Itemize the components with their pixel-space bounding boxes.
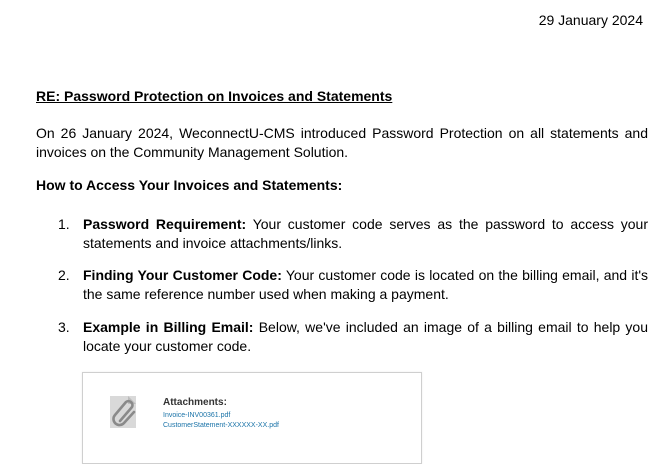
list-item-body: Your customer code serves as the password to access your statements and invoice attachments/links. [83, 216, 648, 251]
billing-email-attachments-example [82, 372, 422, 464]
list-item-number: 3. [58, 319, 70, 335]
attachments-title: Attachments: [163, 397, 227, 408]
attachment-link-statement[interactable]: CustomerStatement-XXXXXX-XX.pdf [163, 422, 279, 429]
letter-date: 29 January 2024 [538, 12, 643, 28]
list-item-title: Finding Your Customer Code: [83, 267, 282, 283]
list-item-text [83, 318, 648, 356]
list-item-text [83, 266, 648, 304]
attachment-link-invoice[interactable]: Invoice-INV00361.pdf [163, 412, 231, 419]
list-item-number: 1. [58, 216, 70, 232]
intro-paragraph: On 26 January 2024, WeconnectU-CMS introduced Password Protection on all statements and invoices on the Community Management Solution. [36, 125, 648, 160]
list-item-text [83, 215, 648, 253]
list-item-body: Below, we've included an image of a billing email to help you locate your customer code. [83, 319, 649, 354]
list-item-title: Password Requirement: [83, 216, 247, 232]
list-item-number: 2. [58, 267, 70, 283]
section-subheading: How to Access Your Invoices and Statements: [36, 177, 343, 193]
list-item-body: Your customer code is located on the billing email, and it's the same reference number used when making a payment. [83, 267, 649, 302]
letter-heading: RE: Password Protection on Invoices and Statements [36, 88, 393, 104]
paperclip-icon [108, 395, 142, 429]
list-item-title: Example in Billing Email: [83, 319, 254, 335]
